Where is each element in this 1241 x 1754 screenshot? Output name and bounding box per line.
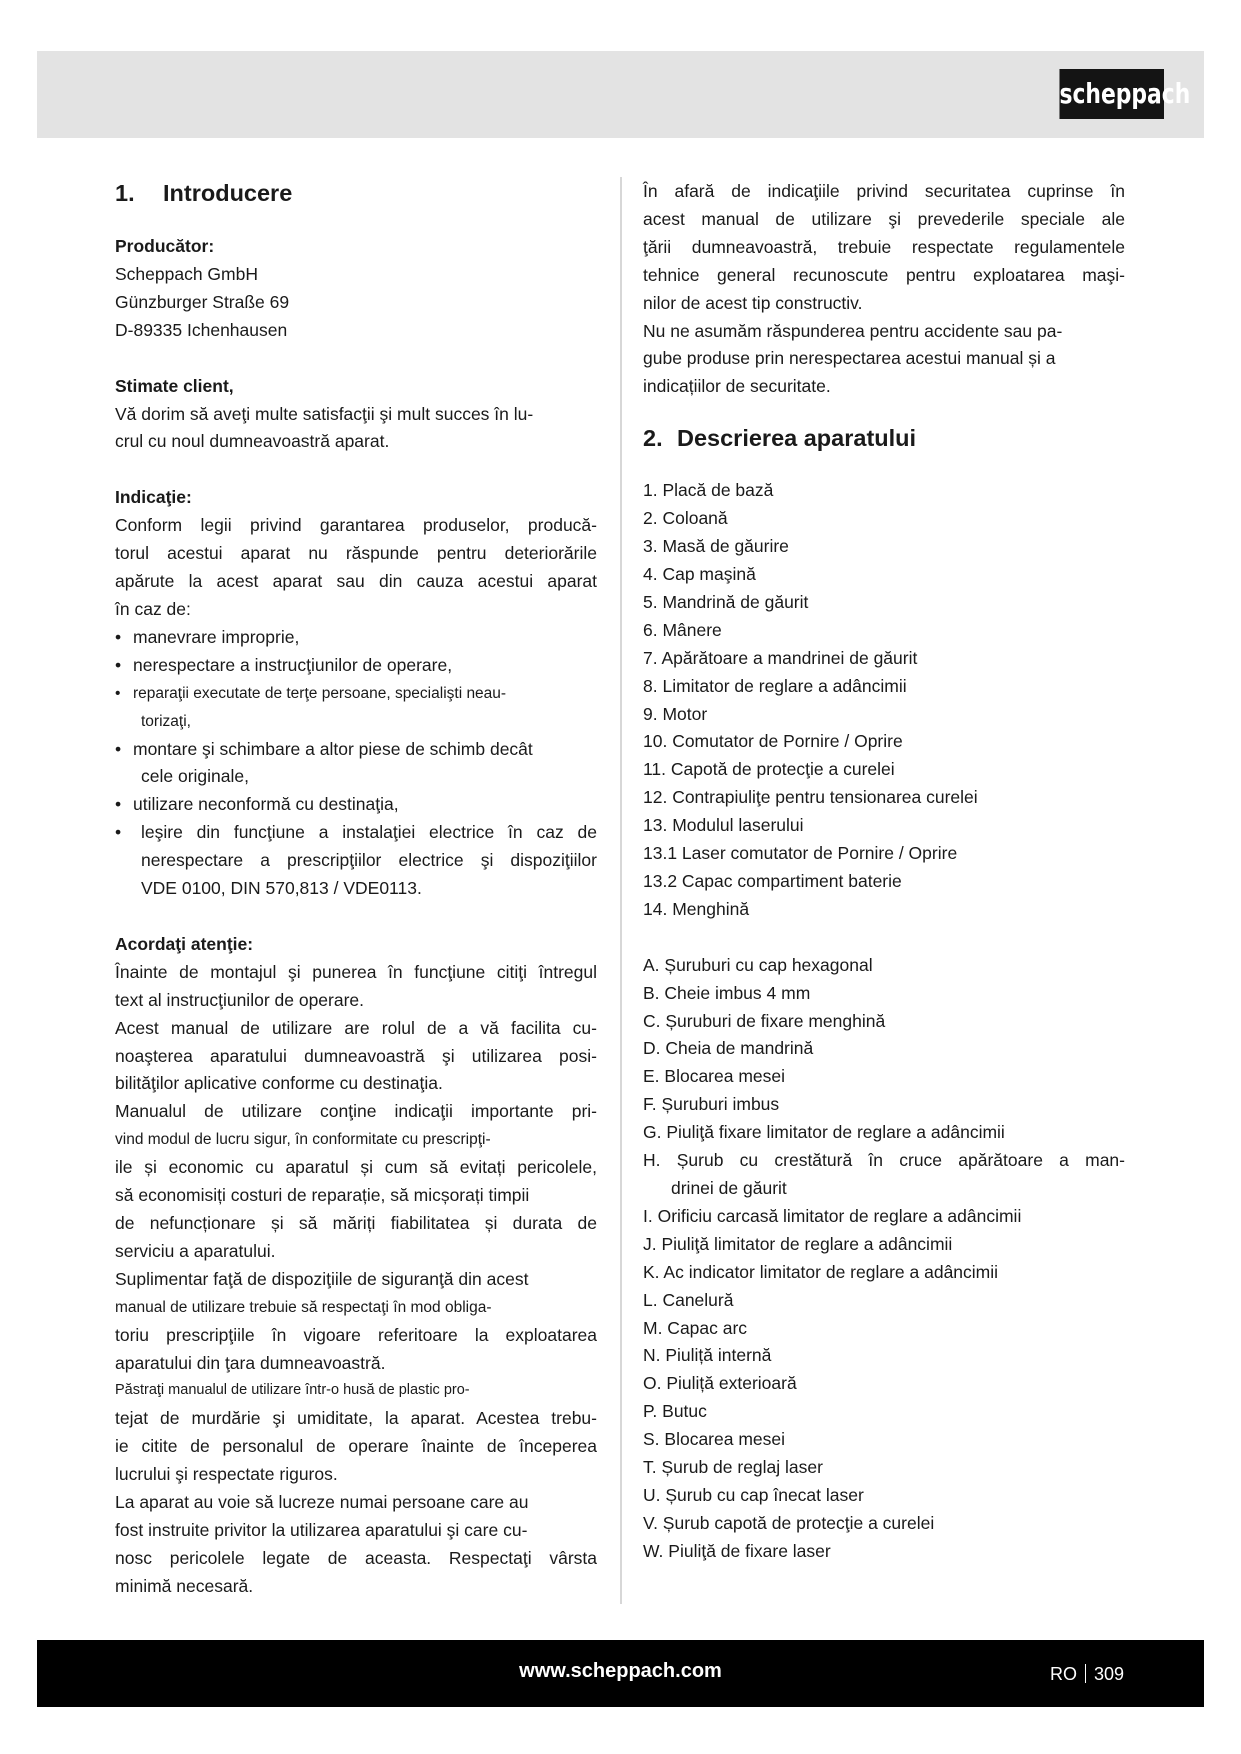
language-code: RO [1049,1664,1077,1684]
list-item: A. Șuruburi cu cap hexagonal [643,954,873,975]
list-item: 13. Modulul laserului [643,815,804,836]
list-item: D. Cheia de mandrină [643,1038,814,1059]
list-item: J. Piuliţă limitator de reglare a adâncimii [643,1233,953,1254]
list-item: • montare şi schimbare a altor piese de schimb decât cele originale, [115,738,533,787]
list-item: U. Șurub cu cap înecat laser [643,1484,864,1505]
list-item: • nerespectare a instrucţiunilor de operare, [115,654,453,675]
list-item: 10. Comutator de Pornire / Oprire [643,731,903,752]
list-item: F. Șuruburi imbus [643,1094,780,1115]
greeting-text: Vă dorim să aveţi multe satisfacţii şi mult succes în lu- crul cu noul dumneavoastră aparat. [115,403,534,452]
list-item: L. Canelură [643,1289,734,1310]
right-column [643,178,1125,1566]
list-item: G. Piuliţă fixare limitator de reglare a adâncimii [643,1122,1005,1143]
list-item: 3. Masă de găurire [643,536,789,557]
notice-bullets [115,624,597,903]
list-item: S. Blocarea mesei [643,1429,786,1450]
list-item: 12. Contrapiuliţe pentru tensionarea curelei [643,787,978,808]
section-title-descrierea: 2. Descrierea aparatului [643,425,917,452]
list-item: • leşire din funcţiune a instalaţiei electrice în caz de nerespectare a prescripţiilor electrice şi dispoziţiilor VDE 0100, DIN 570,813 / VDE0113. [115,822,597,899]
list-item: H. Șurub cu crestătură în cruce apărătoare a man- drinei de găurit [643,1150,1125,1198]
list-item: 2. Coloană [643,508,728,529]
footer-website-link[interactable]: www.scheppach.com [519,1660,722,1682]
list-item: 4. Cap maşină [643,563,756,584]
list-item: • reparaţii executate de terţe persoane, specialişti neau- torizaţi, [115,684,507,730]
list-item: E. Blocarea mesei [643,1066,786,1087]
list-item: 9. Motor [643,703,708,724]
list-item: N. Piuliță internă [643,1345,772,1366]
producer-address: Scheppach GmbH Günzburger Straße 69 D-89335 Ichenhausen [115,263,290,340]
list-item: T. Șurub de reglaj laser [643,1457,823,1478]
notice-label: Indicaţie: [115,487,192,508]
footer-bar [37,1640,1204,1707]
parts-list [643,477,1125,924]
list-item: 8. Limitator de reglare a adâncimii [643,675,907,696]
page-number: 309 [1093,1664,1124,1684]
column-divider [620,177,622,1604]
list-item: V. Șurub capotă de protecţie a curelei [643,1512,935,1533]
header-band [37,51,1204,138]
list-item: 11. Capotă de protecţie a curelei [643,759,895,780]
list-item: 14. Menghină [643,898,750,919]
section-title-introducere: 1. Introducere [115,180,293,206]
list-item: 13.2 Capac compartiment baterie [643,870,902,891]
list-item: 6. Mânere [643,619,722,640]
list-item: W. Piuliţă de fixare laser [643,1540,831,1561]
list-item: 5. Mandrină de găurit [643,591,809,612]
greeting-label: Stimate client, [115,375,234,396]
list-item: 1. Placă de bază [643,480,774,501]
list-item: P. Butuc [643,1401,707,1422]
attention-text: Înainte de montajul şi punerea în funcţiune citiţi întregul text al instrucţiunilor de operare. Acest manual de utilizare are rolul de a vă facilita cu- noaşterea aparatului dumneavoastră şi utilizarea posi- bilităţilor aplicative conforme cu destinaţia. Manualul de utilizare conţine indicaţii importante pri- vind modul de lucru sigur, în conformitate cu prescripţi- ile și economic cu aparatul și cum să evitați pericolele, să economisiți costuri de reparație, să micșorați timpii de nefuncționare și să măriți fiabilitatea și durata de serviciu a aparatului. Suplimentar faţă de dispoziţiile de siguranţă din acest manual de utilizare trebuie să respectaţi în mod obliga- toriu prescripţiile în vigoare referitoare la exploatarea aparatului din ţara dumneavoastră. Păstraţi manualul de utilizare într-o husă de plastic pro- tejat de murdărie şi umiditate, la aparat. Acestea trebu- ie citite de personalul de operare înainte de începerea lucrului şi respectate riguros. La aparat au voie să lucreze numai persoane care au fost instruite privitor la utilizarea aparatului şi care cu- nosc pericolele legate de aceasta. Respectaţi vârsta minimă necesară. [115,961,597,1596]
list-item: • utilizare neconformă cu destinaţia, [115,794,399,815]
list-item: 7. Apărătoare a mandrinei de găurit [643,647,918,668]
scheppach-logo: scheppach [1059,69,1164,119]
list-item: C. Șuruburi de fixare menghină [643,1010,886,1031]
list-item: I. Orificiu carcasă limitator de reglare a adâncimii [643,1205,1022,1226]
attention-label: Acordaţi atenţie: [115,933,254,954]
safety-intro-text: În afară de indicaţiile privind securitatea cuprinse în acest manual de utilizare şi prevederile speciale ale ţării dumneavoastră, trebuie respectate regulamentele tehnice general recunoscute pentru exploatarea maşi- nilor de acest tip constructiv. Nu ne asumăm răspunderea pentru accidente sau pa- gube produse prin nerespectarea acestui manual și a indicațiilor de securitate. [643,181,1125,397]
page-indicator [1050,1664,1124,1685]
left-column [115,178,597,1601]
list-item: M. Capac arc [643,1317,748,1338]
notice-text: Conform legii privind garantarea produselor, producă- torul acestui aparat nu răspunde pentru deteriorările apărute la acest aparat sau din cauza acestui aparat în caz de: [115,515,597,619]
producer-label: Producător: [115,236,215,256]
list-item: • manevrare improprie, [115,626,300,647]
list-item: 13.1 Laser comutator de Pornire / Oprire [643,843,958,864]
list-item: O. Piuliță exterioară [643,1373,797,1394]
accessories-list [643,952,1125,1566]
list-item: K. Ac indicator limitator de reglare a adâncimii [643,1261,999,1282]
list-item: B. Cheie imbus 4 mm [643,982,811,1003]
